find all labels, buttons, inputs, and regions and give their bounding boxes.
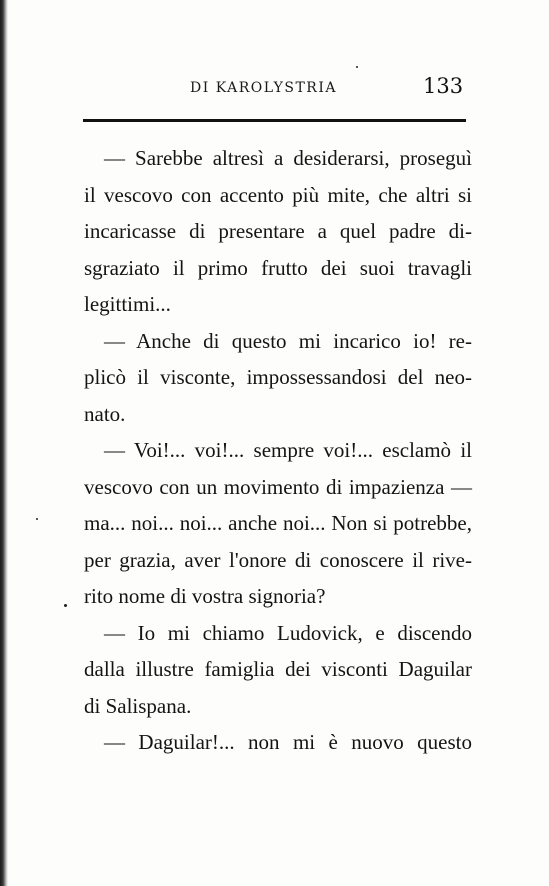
page-binding-edge [0,0,8,886]
text-line: per grazia, aver l'onore di conoscere il rive- [84,547,472,572]
text-line: incaricasse di presentare a quel padre di- [84,219,472,243]
text-line: legittimi... [84,292,171,316]
header-rule [83,119,466,122]
text-line: — Daguilar!... non mi è nuovo questo [104,730,472,754]
print-fleck [356,66,358,68]
text-line: vescovo con un movimento di impazienza — [84,474,472,499]
text-line: il vescovo con accento più mite, che altri si [84,182,472,207]
text-line: — Voi!... voi!... sempre voi!... esclamò il [104,438,472,462]
body-text [84,140,472,761]
text-line: plicò il visconte, impossessandosi del neo- [84,365,472,389]
text-line: di Salispana. [84,693,192,718]
running-head [0,72,549,102]
text-line: nato. [84,401,126,426]
print-fleck [64,604,67,607]
print-fleck [36,518,38,520]
running-title: DI KAROLYSTRIA [190,80,337,96]
text-line: sgraziato il primo frutto dei suoi travagli [84,255,472,280]
text-line: dalla illustre famiglia dei visconti Daguilar [84,657,472,681]
text-line: — Sarebbe altresì a desiderarsi, proseguì [104,146,472,170]
text-line: rito nome di vostra signoria? [84,584,326,608]
text-line: — Anche di questo mi incarico io! re- [104,328,472,353]
text-line: ma... noi... noi... anche noi... Non si potrebbe, [84,511,472,535]
page-number: 133 [423,74,464,98]
text-line: — Io mi chiamo Ludovick, e discendo [104,620,472,645]
